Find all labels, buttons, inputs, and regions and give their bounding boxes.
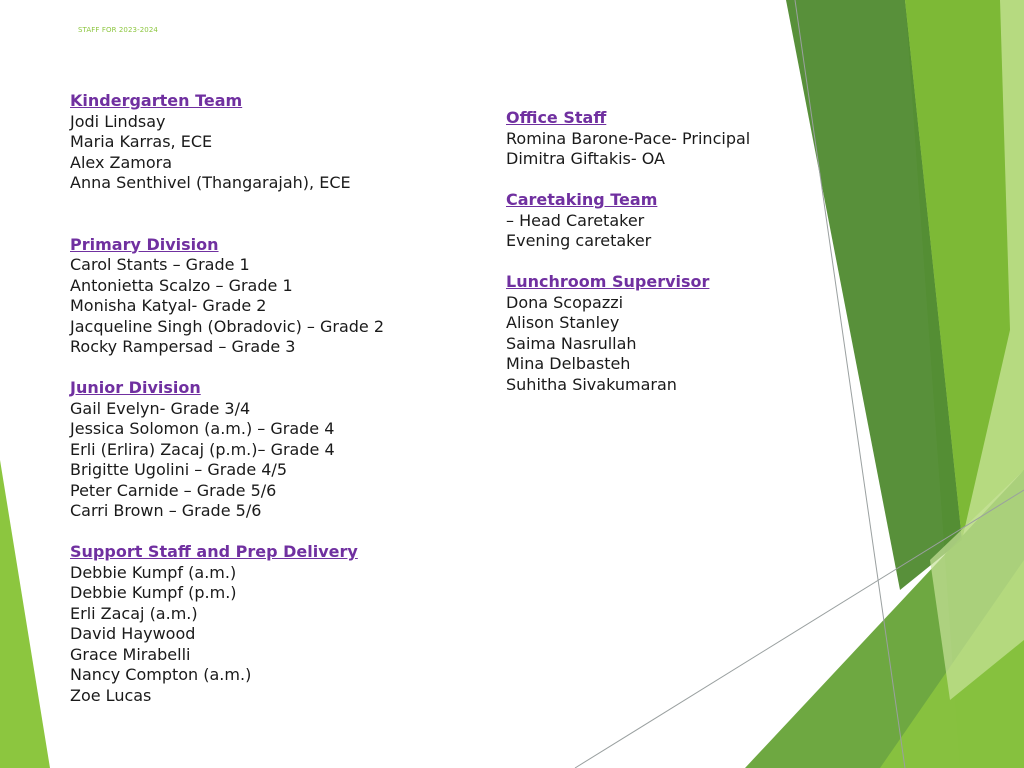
group-heading: Support Staff and Prep Delivery xyxy=(70,542,358,561)
staff-member: Maria Karras, ECE xyxy=(70,132,213,151)
group-heading: Junior Division xyxy=(70,378,201,397)
staff-member: Mina Delbasteh xyxy=(506,354,631,373)
staff-member: Gail Evelyn- Grade 3/4 xyxy=(70,398,251,418)
slide-title: STAFF FOR 2023-2024 xyxy=(78,26,158,34)
group-heading: Lunchroom Supervisor xyxy=(506,272,710,291)
staff-member: Alex Zamora xyxy=(70,152,173,172)
staff-member: Saima Nasrullah xyxy=(506,333,637,353)
staff-member: Romina Barone-Pace- Principal xyxy=(506,128,751,148)
staff-group xyxy=(70,542,400,706)
staff-member: Jodi Lindsay xyxy=(70,111,166,131)
staff-member: Jacqueline Singh (Obradovic) – Grade 2 xyxy=(70,316,385,336)
staff-member: Debbie Kumpf (a.m.) xyxy=(70,562,237,582)
group-heading: Office Staff xyxy=(506,108,607,127)
staff-group xyxy=(506,190,806,252)
staff-member: Erli Zacaj (a.m.) xyxy=(70,603,198,623)
staff-member: Debbie Kumpf (p.m.) xyxy=(70,583,237,602)
staff-member: Alison Stanley xyxy=(506,313,620,332)
staff-member: David Haywood xyxy=(70,624,196,643)
staff-group xyxy=(70,378,400,522)
staff-member: Peter Carnide – Grade 5/6 xyxy=(70,480,277,500)
staff-group xyxy=(70,235,400,358)
staff-group xyxy=(506,272,806,395)
staff-member: Zoe Lucas xyxy=(70,685,152,705)
staff-member: Erli (Erlira) Zacaj (p.m.)– Grade 4 xyxy=(70,439,335,459)
group-heading: Caretaking Team xyxy=(506,190,658,209)
right-column xyxy=(506,108,806,395)
staff-member: Nancy Compton (a.m.) xyxy=(70,665,252,684)
staff-member: Suhitha Sivakumaran xyxy=(506,374,677,394)
staff-member: Dona Scopazzi xyxy=(506,292,624,312)
facet-left-edge xyxy=(0,460,50,768)
staff-member: Grace Mirabelli xyxy=(70,644,191,664)
staff-member: Carol Stants – Grade 1 xyxy=(70,255,250,274)
staff-member: – Head Caretaker xyxy=(506,210,645,230)
group-heading: Kindergarten Team xyxy=(70,91,243,110)
left-column xyxy=(70,91,400,706)
staff-member: Dimitra Giftakis- OA xyxy=(506,149,665,168)
staff-member: Brigitte Ugolini – Grade 4/5 xyxy=(70,460,287,479)
staff-member: Antonietta Scalzo – Grade 1 xyxy=(70,275,293,295)
staff-member: Carri Brown – Grade 5/6 xyxy=(70,501,262,520)
staff-group xyxy=(506,108,806,170)
staff-group xyxy=(70,91,400,194)
group-heading: Primary Division xyxy=(70,234,219,254)
staff-member: Anna Senthivel (Thangarajah), ECE xyxy=(70,173,351,192)
staff-member: Evening caretaker xyxy=(506,231,652,250)
staff-member: Jessica Solomon (a.m.) – Grade 4 xyxy=(70,419,335,438)
staff-member: Monisha Katyal- Grade 2 xyxy=(70,296,267,315)
staff-member: Rocky Rampersad – Grade 3 xyxy=(70,337,296,356)
